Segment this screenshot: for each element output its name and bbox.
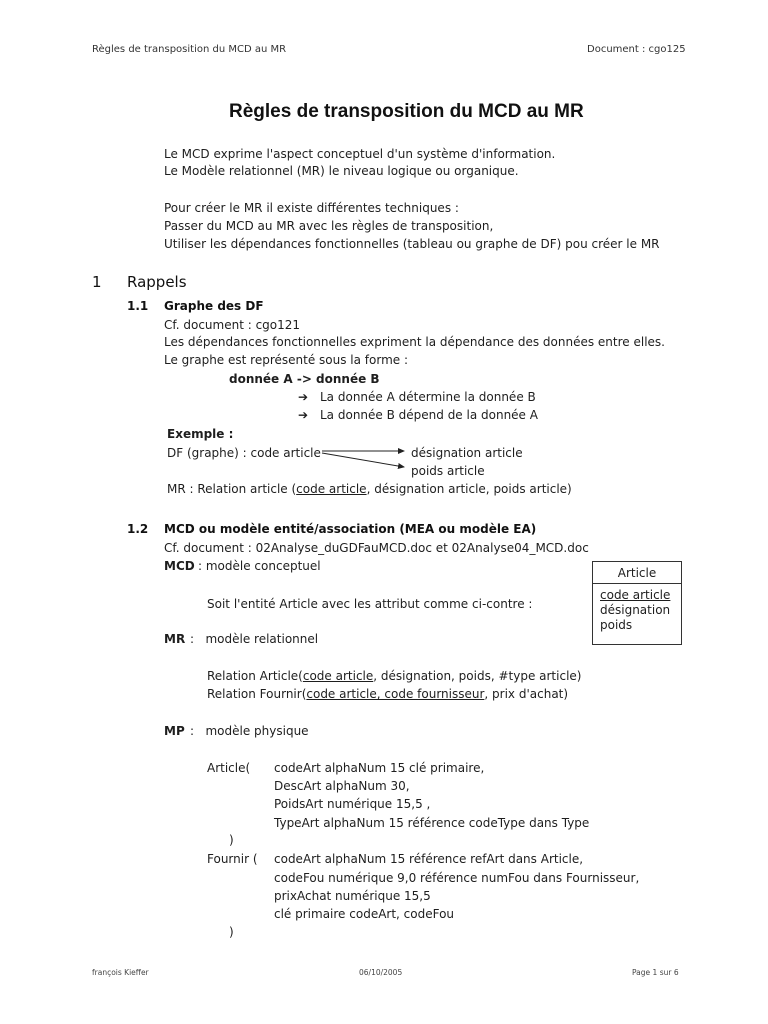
relation-article-key: code article (302, 669, 374, 683)
mp-label: MP (164, 724, 185, 738)
entity-box-article (592, 561, 682, 645)
mr-example (167, 483, 572, 495)
mr-example-suffix: , désignation article, poids article) (366, 482, 572, 496)
sub1-line-2: Les dépendances fonctionnelles expriment la dépendance des données entre elles. (164, 335, 665, 349)
footer-date: 06/10/2005 (359, 968, 403, 977)
mp-text: : modèle physique (190, 724, 309, 738)
relation-fournir-prefix: Relation Fournir( (207, 687, 307, 701)
fournir-line: prixAchat numérique 15,5 (274, 889, 431, 903)
relation-article (207, 670, 581, 682)
df-target-2: poids article (411, 464, 485, 478)
bullet-determine: La donnée A détermine la donnée B (320, 390, 536, 404)
header-right: Document : cgo125 (587, 44, 686, 55)
entity-attr: poids (600, 618, 633, 632)
mr-label: MR (164, 632, 186, 646)
df-arrow-2 (322, 453, 404, 467)
intro-line-1: Le MCD exprime l'aspect conceptuel d'un système d'information. (164, 147, 556, 161)
section-1-number: 1 (92, 273, 102, 291)
entity-sentence: Soit l'entité Article avec les attribut comme ci-contre : (207, 597, 533, 611)
entity-key-attr: code article (600, 588, 671, 602)
intro-line-2: Le Modèle relationnel (MR) le niveau logique ou organique. (164, 164, 519, 178)
intro-line-5: Utiliser les dépendances fonctionnelles (tableau ou graphe de DF) pou créer le MR (164, 237, 660, 251)
header-left: Règles de transposition du MCD au MR (92, 44, 287, 55)
mcd-text: : modèle conceptuel (198, 559, 321, 573)
fournir-line: codeFou numérique 9,0 référence numFou dans Fournisseur, (274, 871, 640, 885)
sub1-line-1: Cf. document : cgo121 (164, 318, 301, 332)
mr-example-prefix: MR : Relation article ( (167, 482, 297, 496)
entity-title: Article (617, 566, 657, 580)
intro-line-4: Passer du MCD au MR avec les règles de transposition, (164, 219, 494, 233)
sub2-line-1: Cf. document : 02Analyse_duGDFauMCD.doc et 02Analyse04_MCD.doc (164, 541, 589, 555)
section-1-title: Rappels (127, 273, 187, 291)
article-close: ) (229, 833, 234, 847)
subsection-1-1-title: Graphe des DF (164, 299, 264, 313)
relation-fournir-suffix: , prix d'achat) (484, 687, 569, 701)
sub1-line-3: Le graphe est représenté sous la forme : (164, 353, 409, 367)
subsection-1-2-title: MCD ou modèle entité/association (MEA ou modèle EA) (164, 522, 537, 536)
subsection-1-1-number: 1.1 (127, 299, 149, 313)
article-line: TypeArt alphaNum 15 référence codeType dans Type (274, 816, 590, 830)
mcd-label: MCD (164, 559, 195, 573)
bullet-depend: La donnée B dépend de la donnée A (320, 408, 538, 422)
subsection-1-2-number: 1.2 (127, 522, 149, 536)
df-form: donnée A -> donnée B (229, 372, 380, 386)
mr-text: : modèle relationnel (190, 632, 319, 646)
arrow-right-icon: ➔ (298, 390, 309, 404)
fournir-close: ) (229, 925, 234, 939)
df-graph-label: DF (graphe) : code article (167, 446, 321, 460)
article-line: DescArt alphaNum 30, (274, 779, 410, 793)
mr-example-key: code article (296, 482, 367, 496)
intro-line-3: Pour créer le MR il existe différentes techniques : (164, 201, 459, 215)
article-line: codeArt alphaNum 15 clé primaire, (274, 761, 485, 775)
relation-fournir-key: code article, code fournisseur (306, 687, 485, 701)
article-open: Article( (207, 761, 251, 775)
fournir-line: clé primaire codeArt, codeFou (274, 907, 455, 921)
relation-fournir (207, 688, 568, 700)
df-arrows (318, 446, 410, 472)
arrow-right-icon: ➔ (298, 408, 309, 422)
relation-article-suffix: , désignation, poids, #type article) (373, 669, 582, 683)
page-title: Règles de transposition du MCD au MR (229, 101, 584, 122)
example-label: Exemple : (167, 427, 234, 441)
relation-article-prefix: Relation Article( (207, 669, 303, 683)
entity-attr: désignation (600, 603, 671, 617)
footer-author: françois Kieffer (92, 968, 149, 977)
df-target-1: désignation article (411, 446, 523, 460)
fournir-line: codeArt alphaNum 15 référence refArt dans Article, (274, 852, 584, 866)
footer-page: Page 1 sur 6 (632, 968, 679, 977)
fournir-open: Fournir ( (207, 852, 258, 866)
article-line: PoidsArt numérique 15,5 , (274, 797, 431, 811)
